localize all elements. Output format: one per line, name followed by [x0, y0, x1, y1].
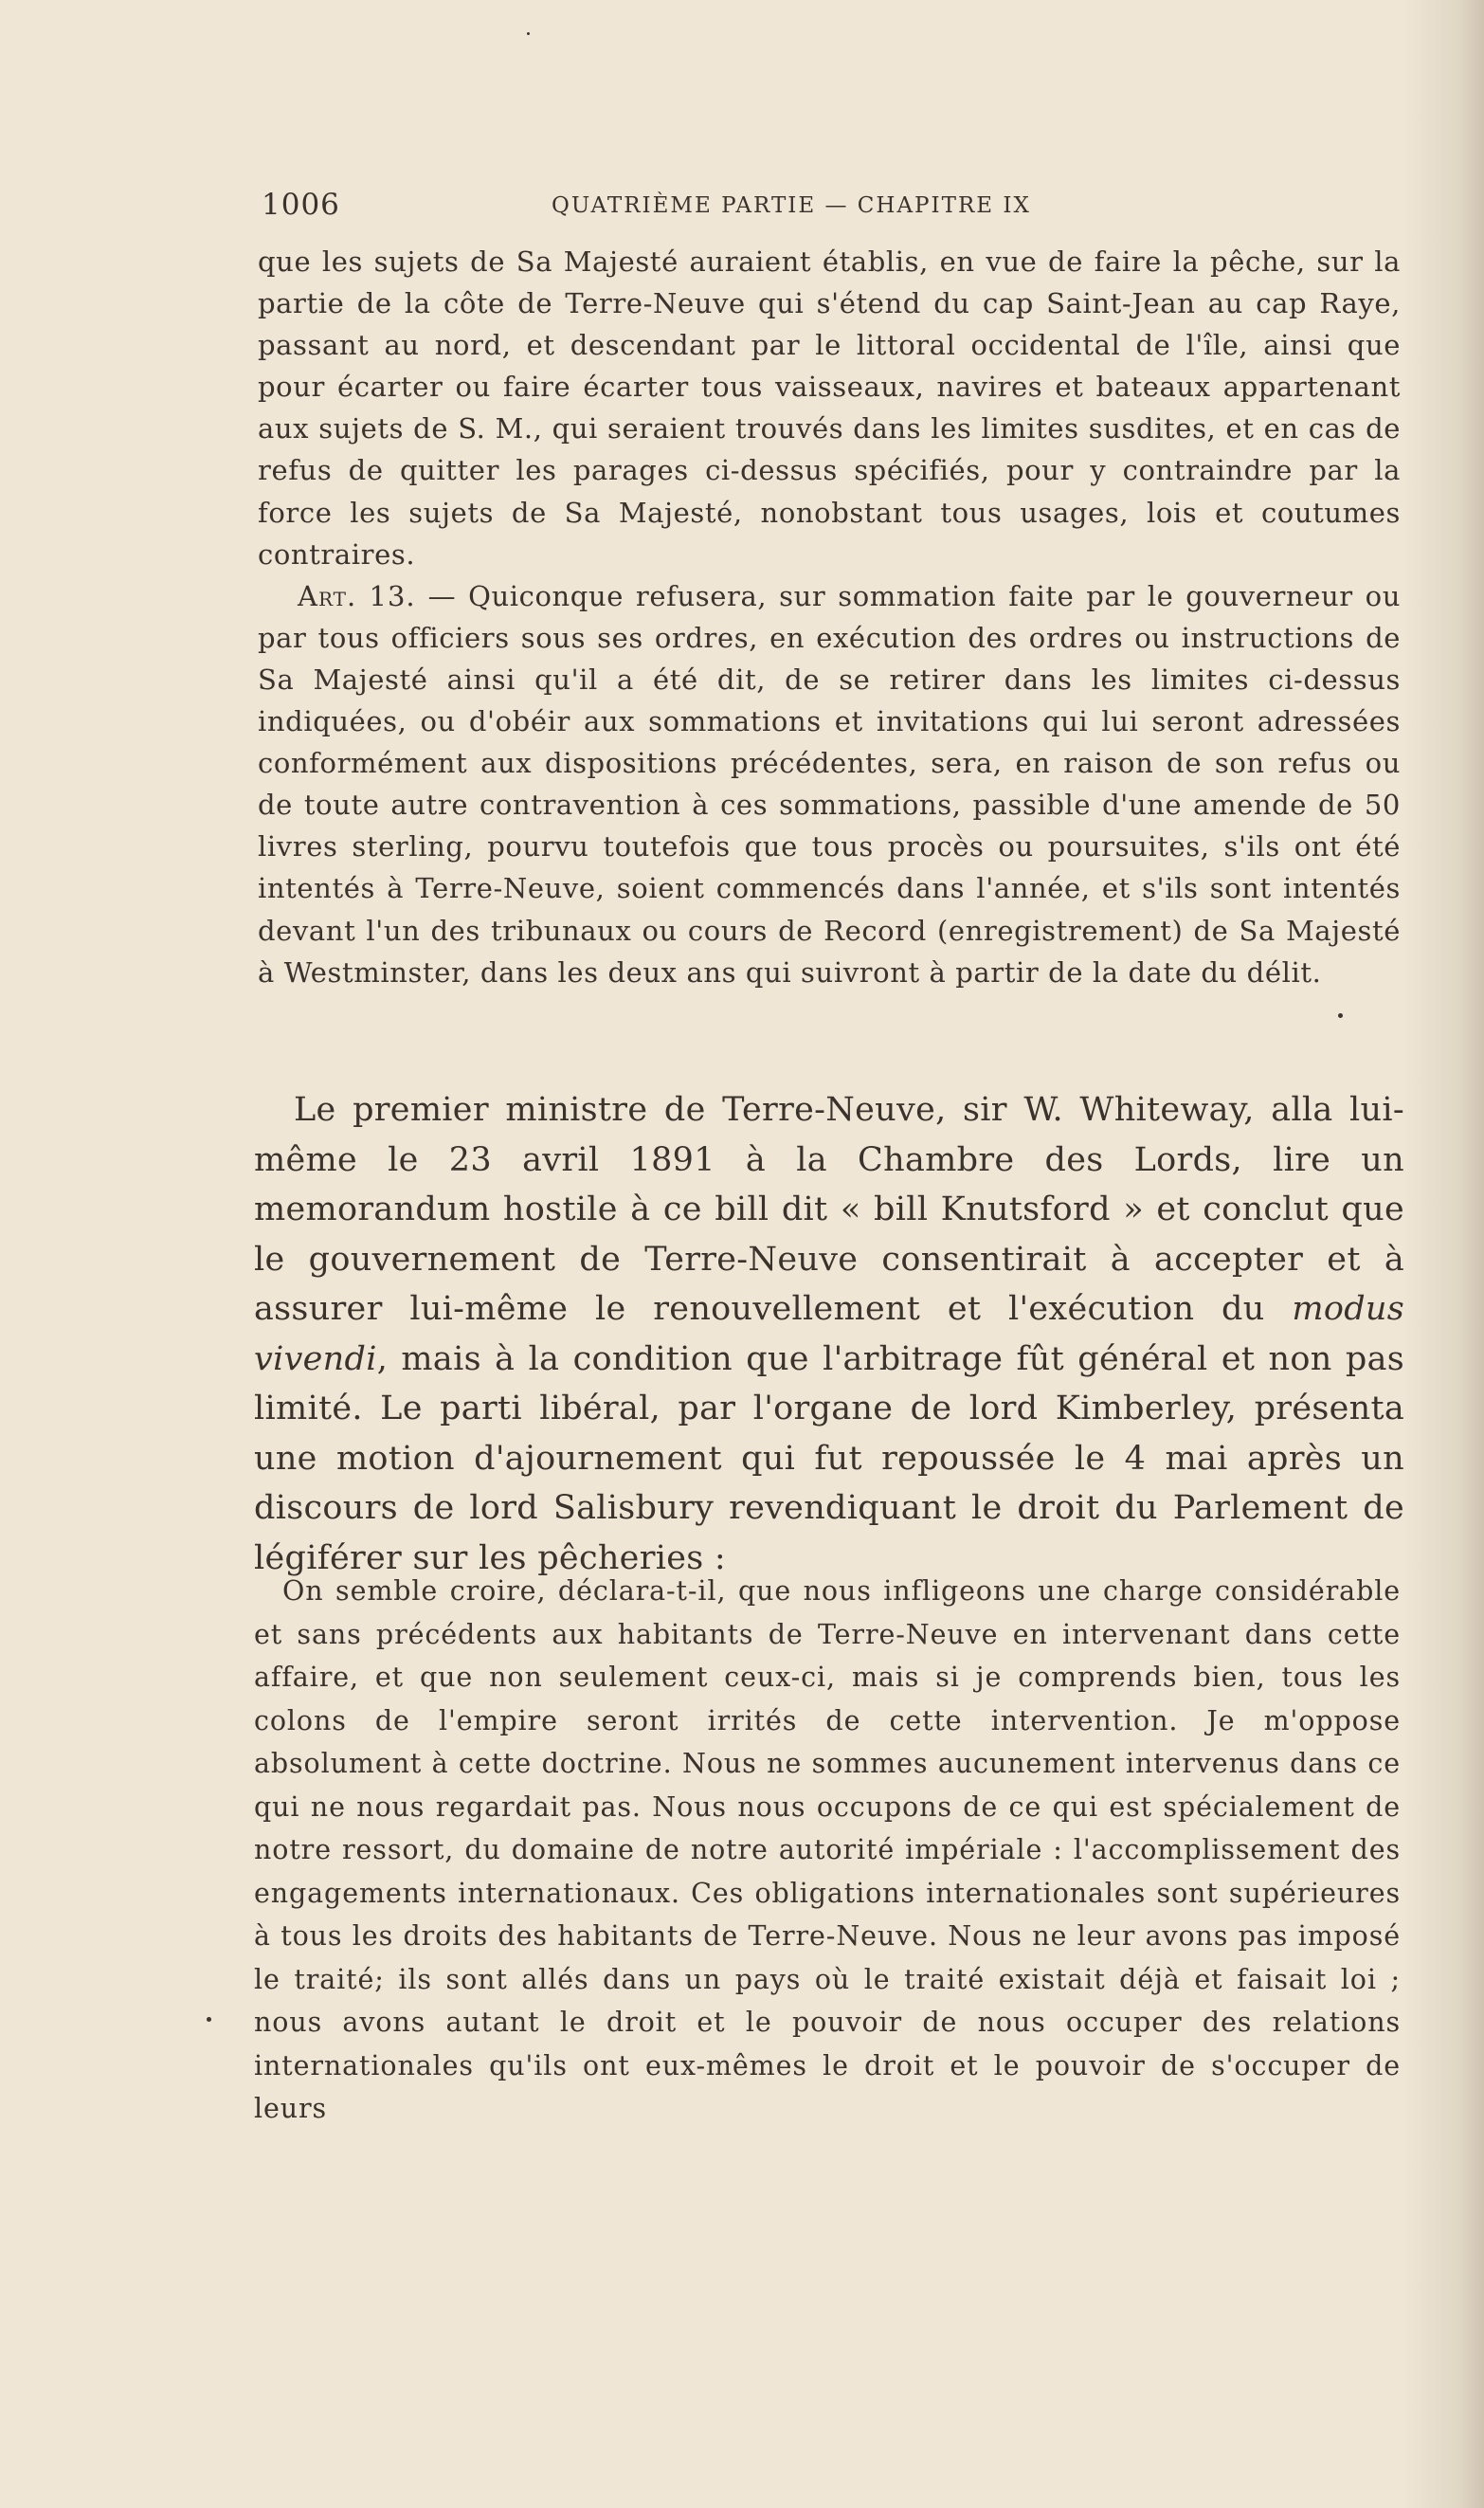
article-text: — Quiconque refusera, sur sommation faite par le gouverneur ou par tous officiers sous ses ordres, en exécution des ordres ou instructions de Sa Majesté ainsi qu'il a été dit, de se retirer dans les limites ci-dessus indiquées, ou d'obéir aux sommations et invitations qui lui seront adressées conformément aux dispositions précédentes, sera, en raison de son refus ou de toute autre contravention à ces sommations, passible d'une amende de 50 livres sterling, pourvu toutefois que tous procès ou poursuites, s'ils ont été intentés à Terre-Neuve, soient commencés dans l'année, et s'ils sont intentés devant l'un des tribunaux ou cours de Record (enregistrement) de Sa Majesté à Westminster, dans les deux ans qui suivront à partir de la date du délit. [258, 579, 1402, 989]
quote-text: On semble croire, déclara-t-il, que nous infligeons une charge considérable et sans précédents aux habitants de Terre-Neuve en intervenant dans cette affaire, et que non seulement ceux-ci, mais si je comprends bien, tous les colons de l'empire seront irrités de cette intervention. Je m'oppose absolument à cette doctrine. Nous ne sommes aucunement intervenus dans ce qui ne nous regardait pas. Nous nous occupons de ce qui est spécialement de notre ressort, du domaine de notre autorité impériale : l'accomplissement des engagements internationaux. Ces obligations internationales sont supérieures à tous les droits des habitants de Terre-Neuve. Nous ne leur avons pas imposé le traité; ils sont allés dans un pays où le traité existait déjà et faisait loi ; nous avons autant le droit et le pouvoir de nous occuper des relations internationales qu'ils ont eux-mêmes le droit et le pouvoir de s'occuper de leurs [254, 1575, 1401, 2124]
page-header [262, 188, 1209, 226]
article-13 [258, 575, 1401, 993]
running-head: QUATRIÈME PARTIE — CHAPITRE IX [552, 193, 1031, 218]
paragraph-continuation: que les sujets de Sa Majesté auraient établis, en vue de faire la pêche, sur la partie de la côte de Terre-Neuve qui s'étend du cap Saint-Jean au cap Raye, passant au nord, et descendant par le littoral occidental de l'île, ainsi que pour écarter ou faire écarter tous vaisseaux, navires et bateaux appartenant aux sujets de S. M., qui seraient trouvés dans les limites susdites, et en cas de refus de quitter les parages ci-dessus spécifiés, pour y contraindre par la force les sujets de Sa Majesté, nonobstant tous usages, lois et coutumes contraires. [258, 245, 1401, 571]
page-number: 1006 [262, 188, 340, 222]
main-text-part1: Le premier ministre de Terre-Neuve, sir W. Whiteway, alla lui-même le 23 avril 1891 à la Chambre des Lords, lire un memorandum hostile à ce bill dit « bill Knutsford » et conclut que le gouvernement de Terre-Neuve consentirait à accepter et à assurer lui-même le renouvellement et l'exécution du [254, 1091, 1404, 1328]
main-text-italic: modus vivendi [254, 1290, 1404, 1378]
main-text-part2: , mais à la condition que l'arbitrage fût général et non pas limité. Le parti libéral, par l'organe de lord Kimberley, présenta une motion d'ajournement qui fut repoussée le 4 mai après un discours de lord Salisbury revendiquant le droit du Parlement de légiférer sur les pêcheries : [254, 1339, 1404, 1577]
paper-speck [1338, 1013, 1343, 1018]
article-label: Art. 13. [298, 579, 416, 612]
main-paragraph [254, 1085, 1404, 1583]
decree-text [258, 241, 1401, 993]
paper-speck [207, 2017, 211, 2022]
paper-speck [527, 32, 530, 35]
salisbury-quote [254, 1570, 1401, 2131]
